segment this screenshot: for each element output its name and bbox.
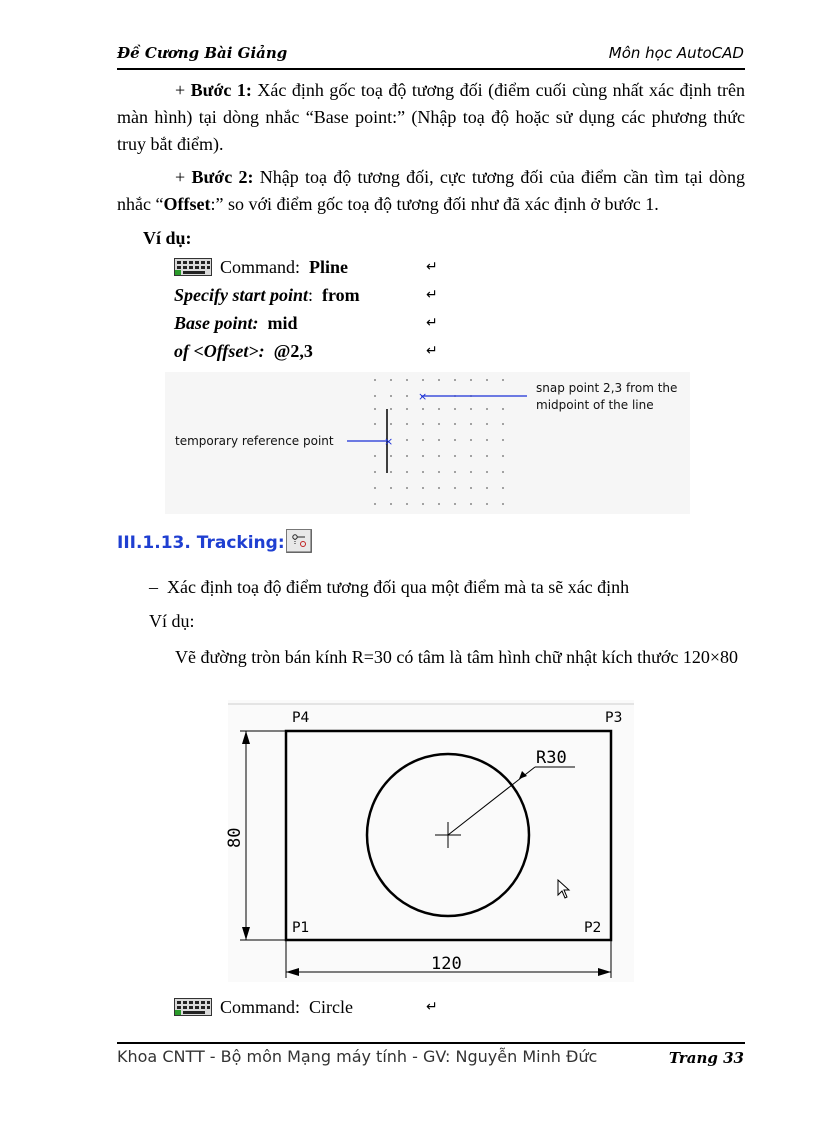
header-title: Đề Cương Bài Giảng — [117, 44, 288, 62]
command-line-2 — [174, 283, 438, 307]
header-subject: Môn học AutoCAD — [608, 44, 744, 62]
corner-label-p4: P4 — [292, 710, 310, 726]
command-circle-prefix: Command: — [220, 997, 300, 1017]
enter-icon: ↵ — [426, 259, 438, 275]
tracking-bullet: – — [149, 577, 158, 597]
snap-marker-icon: × — [418, 390, 428, 403]
page-number: Trang 33 — [668, 1049, 744, 1067]
step1-text: Xác định gốc toạ độ tương đối (điểm cuối cùng nhất xác định trên màn hình) tại dòng nhắc “Base point:” (Nhập toạ độ hoặc sử dụng các phương thức truy bắt điểm). — [117, 80, 746, 154]
offset-figure — [165, 372, 690, 514]
corner-label-p1: P1 — [292, 920, 310, 936]
tracking-drawing — [225, 700, 634, 982]
corner-label-p2: P2 — [584, 920, 602, 936]
radius-label: R30 — [536, 748, 567, 768]
snap-label-line1: snap point 2,3 from the — [536, 381, 678, 395]
keyboard-icon — [174, 998, 212, 1016]
tracking-example-label: Ví dụ: — [149, 611, 195, 631]
command-prefix-1: Command: — [220, 257, 300, 277]
keyboard-icon — [174, 258, 212, 276]
command-line-circle — [174, 995, 438, 1019]
step2-text-b: :” so với điểm gốc toạ độ tương đối như đã xác định ở bước 1. — [210, 194, 659, 214]
step2-text-a: Nhập toạ độ tương đối, cực tương đối của điểm cần tìm tại dòng nhắc “ — [117, 167, 745, 214]
width-dim-label: 120 — [431, 954, 462, 974]
command-circle-value: Circle — [309, 997, 353, 1017]
step1-label: Bước 1: — [190, 80, 252, 100]
command-prefix-3: Base point: — [174, 313, 259, 333]
corner-label-p3: P3 — [605, 710, 623, 726]
temp-marker-icon: × — [384, 435, 394, 448]
enter-icon: ↵ — [426, 315, 438, 331]
offset-word: Offset — [163, 194, 211, 214]
tracking-description — [149, 577, 629, 598]
footer-divider — [117, 1042, 745, 1044]
command-prefix-4: of <Offset>: — [174, 341, 265, 361]
tracking-icon[interactable] — [286, 529, 312, 553]
header-divider — [117, 68, 745, 70]
command-line-3 — [174, 311, 438, 335]
footer-credits: Khoa CNTT - Bộ môn Mạng máy tính - GV: Nguyễn Minh Đức — [117, 1047, 598, 1066]
command-line-1 — [174, 255, 438, 279]
command-value-2: from — [322, 285, 360, 305]
step1-paragraph — [117, 77, 745, 158]
step2-paragraph — [117, 164, 745, 218]
enter-icon: ↵ — [426, 999, 438, 1015]
command-value-4: @2,3 — [273, 341, 313, 361]
step2-prefix: + — [175, 167, 192, 187]
example-label: Ví dụ: — [143, 228, 192, 248]
tracking-desc-text: Xác định toạ độ điểm tương đối qua một điểm mà ta sẽ xác định — [167, 577, 630, 597]
temp-label: temporary reference point — [175, 434, 334, 448]
command-prefix-2: Specify start point — [174, 285, 308, 305]
command-value-1: Pline — [309, 257, 348, 277]
section-title: III.1.13. Tracking: — [117, 533, 285, 553]
enter-icon: ↵ — [426, 343, 438, 359]
command-line-4 — [174, 339, 438, 363]
tracking-task: Vẽ đường tròn bán kính R=30 có tâm là tâm hình chữ nhật kích thước 120×80 — [175, 647, 739, 667]
command-sep-2: : — [308, 285, 314, 305]
step2-label: Bước 2: — [191, 167, 254, 187]
command-value-3: mid — [267, 313, 298, 333]
height-dim-label: 80 — [225, 827, 245, 848]
snap-label-line2: midpoint of the line — [536, 398, 654, 412]
step1-prefix: + — [175, 80, 191, 100]
enter-icon: ↵ — [426, 287, 438, 303]
